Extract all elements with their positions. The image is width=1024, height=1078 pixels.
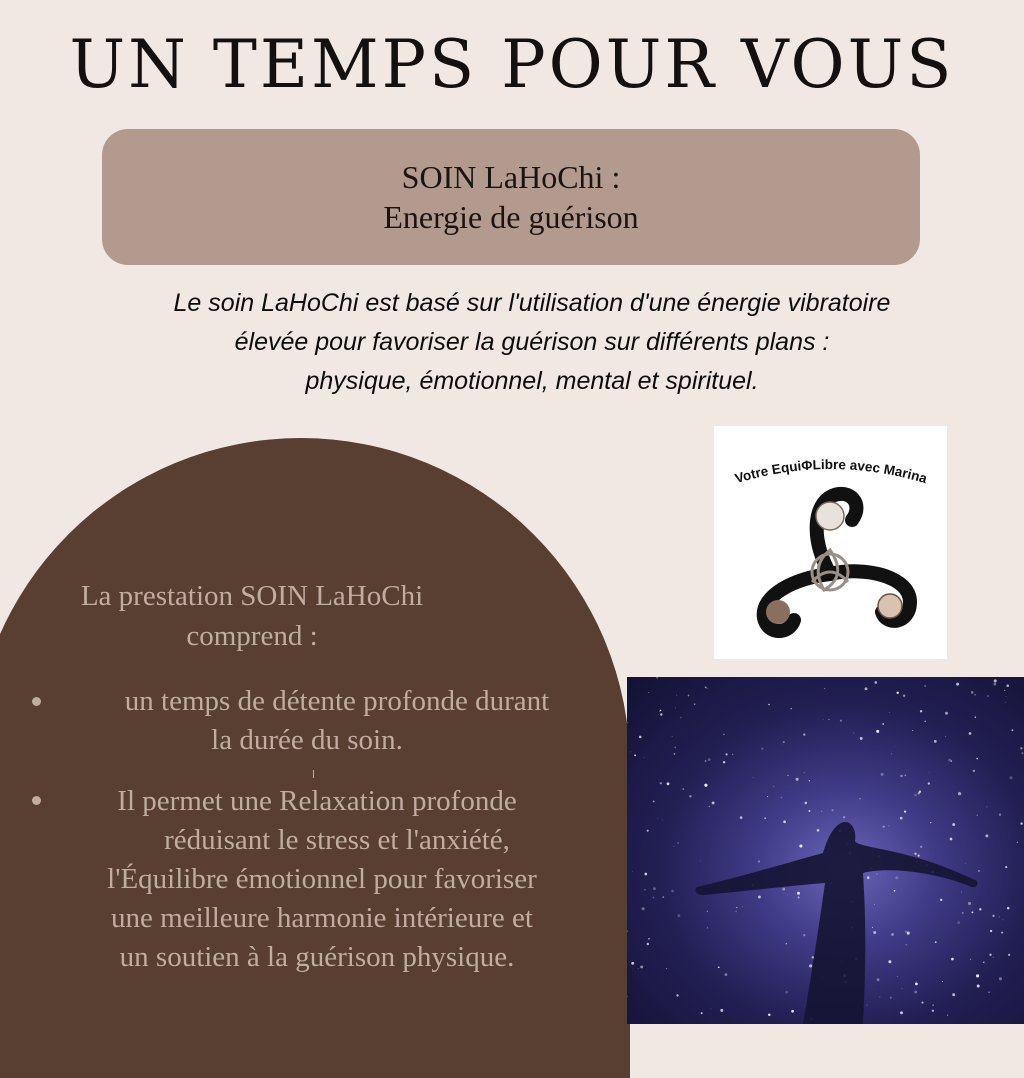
page-title: UN TEMPS POUR VOUS bbox=[69, 26, 955, 103]
prestation-heading-line-1: La prestation SOIN LaHoChi bbox=[80, 580, 424, 612]
hands-icon bbox=[878, 594, 902, 618]
list-item-line: un soutien à la guérison physique. bbox=[119, 941, 515, 973]
prestation-heading-line-2: comprend : bbox=[186, 620, 318, 652]
prestation-heading bbox=[62, 576, 442, 656]
intro-paragraph bbox=[60, 284, 1004, 401]
list-item-line: l'Équilibre émotionnel pour favoriser bbox=[107, 863, 537, 895]
logo-caption: Votre EquiΦLibre avec Marina bbox=[733, 456, 929, 487]
service-subtitle: Energie de guérison bbox=[383, 199, 639, 235]
intro-line-1: Le soin LaHoChi est basé sur l'utilisation d'une énergie vibratoire bbox=[173, 289, 891, 317]
bullet-icon bbox=[32, 697, 41, 706]
service-banner bbox=[102, 129, 920, 265]
separator-mark bbox=[313, 770, 314, 778]
intro-line-2: élevée pour favoriser la guérison sur différents plans : bbox=[234, 328, 830, 356]
intro-line-3: physique, émotionnel, mental et spirituel. bbox=[305, 367, 759, 395]
shell-icon bbox=[816, 502, 844, 530]
silhouette-figure bbox=[627, 677, 1024, 1024]
service-name: SOIN LaHoChi : bbox=[401, 159, 621, 195]
stone-icon bbox=[766, 600, 790, 624]
triskelion-icon bbox=[714, 426, 947, 659]
list-item bbox=[62, 682, 612, 760]
list-item-line: Il permet une Relaxation profonde bbox=[117, 785, 517, 817]
night-sky-image bbox=[627, 677, 1024, 1024]
list-item-line: réduisant le stress et l'anxiété, bbox=[164, 824, 510, 856]
prestation-arch bbox=[0, 438, 630, 1078]
list-item-line: une meilleure harmonie intérieure et bbox=[111, 902, 533, 934]
logo bbox=[714, 426, 947, 659]
list-item bbox=[62, 782, 612, 977]
list-item-line: la durée du soin. bbox=[211, 724, 403, 756]
list-item-line: un temps de détente profonde durant bbox=[124, 685, 550, 717]
